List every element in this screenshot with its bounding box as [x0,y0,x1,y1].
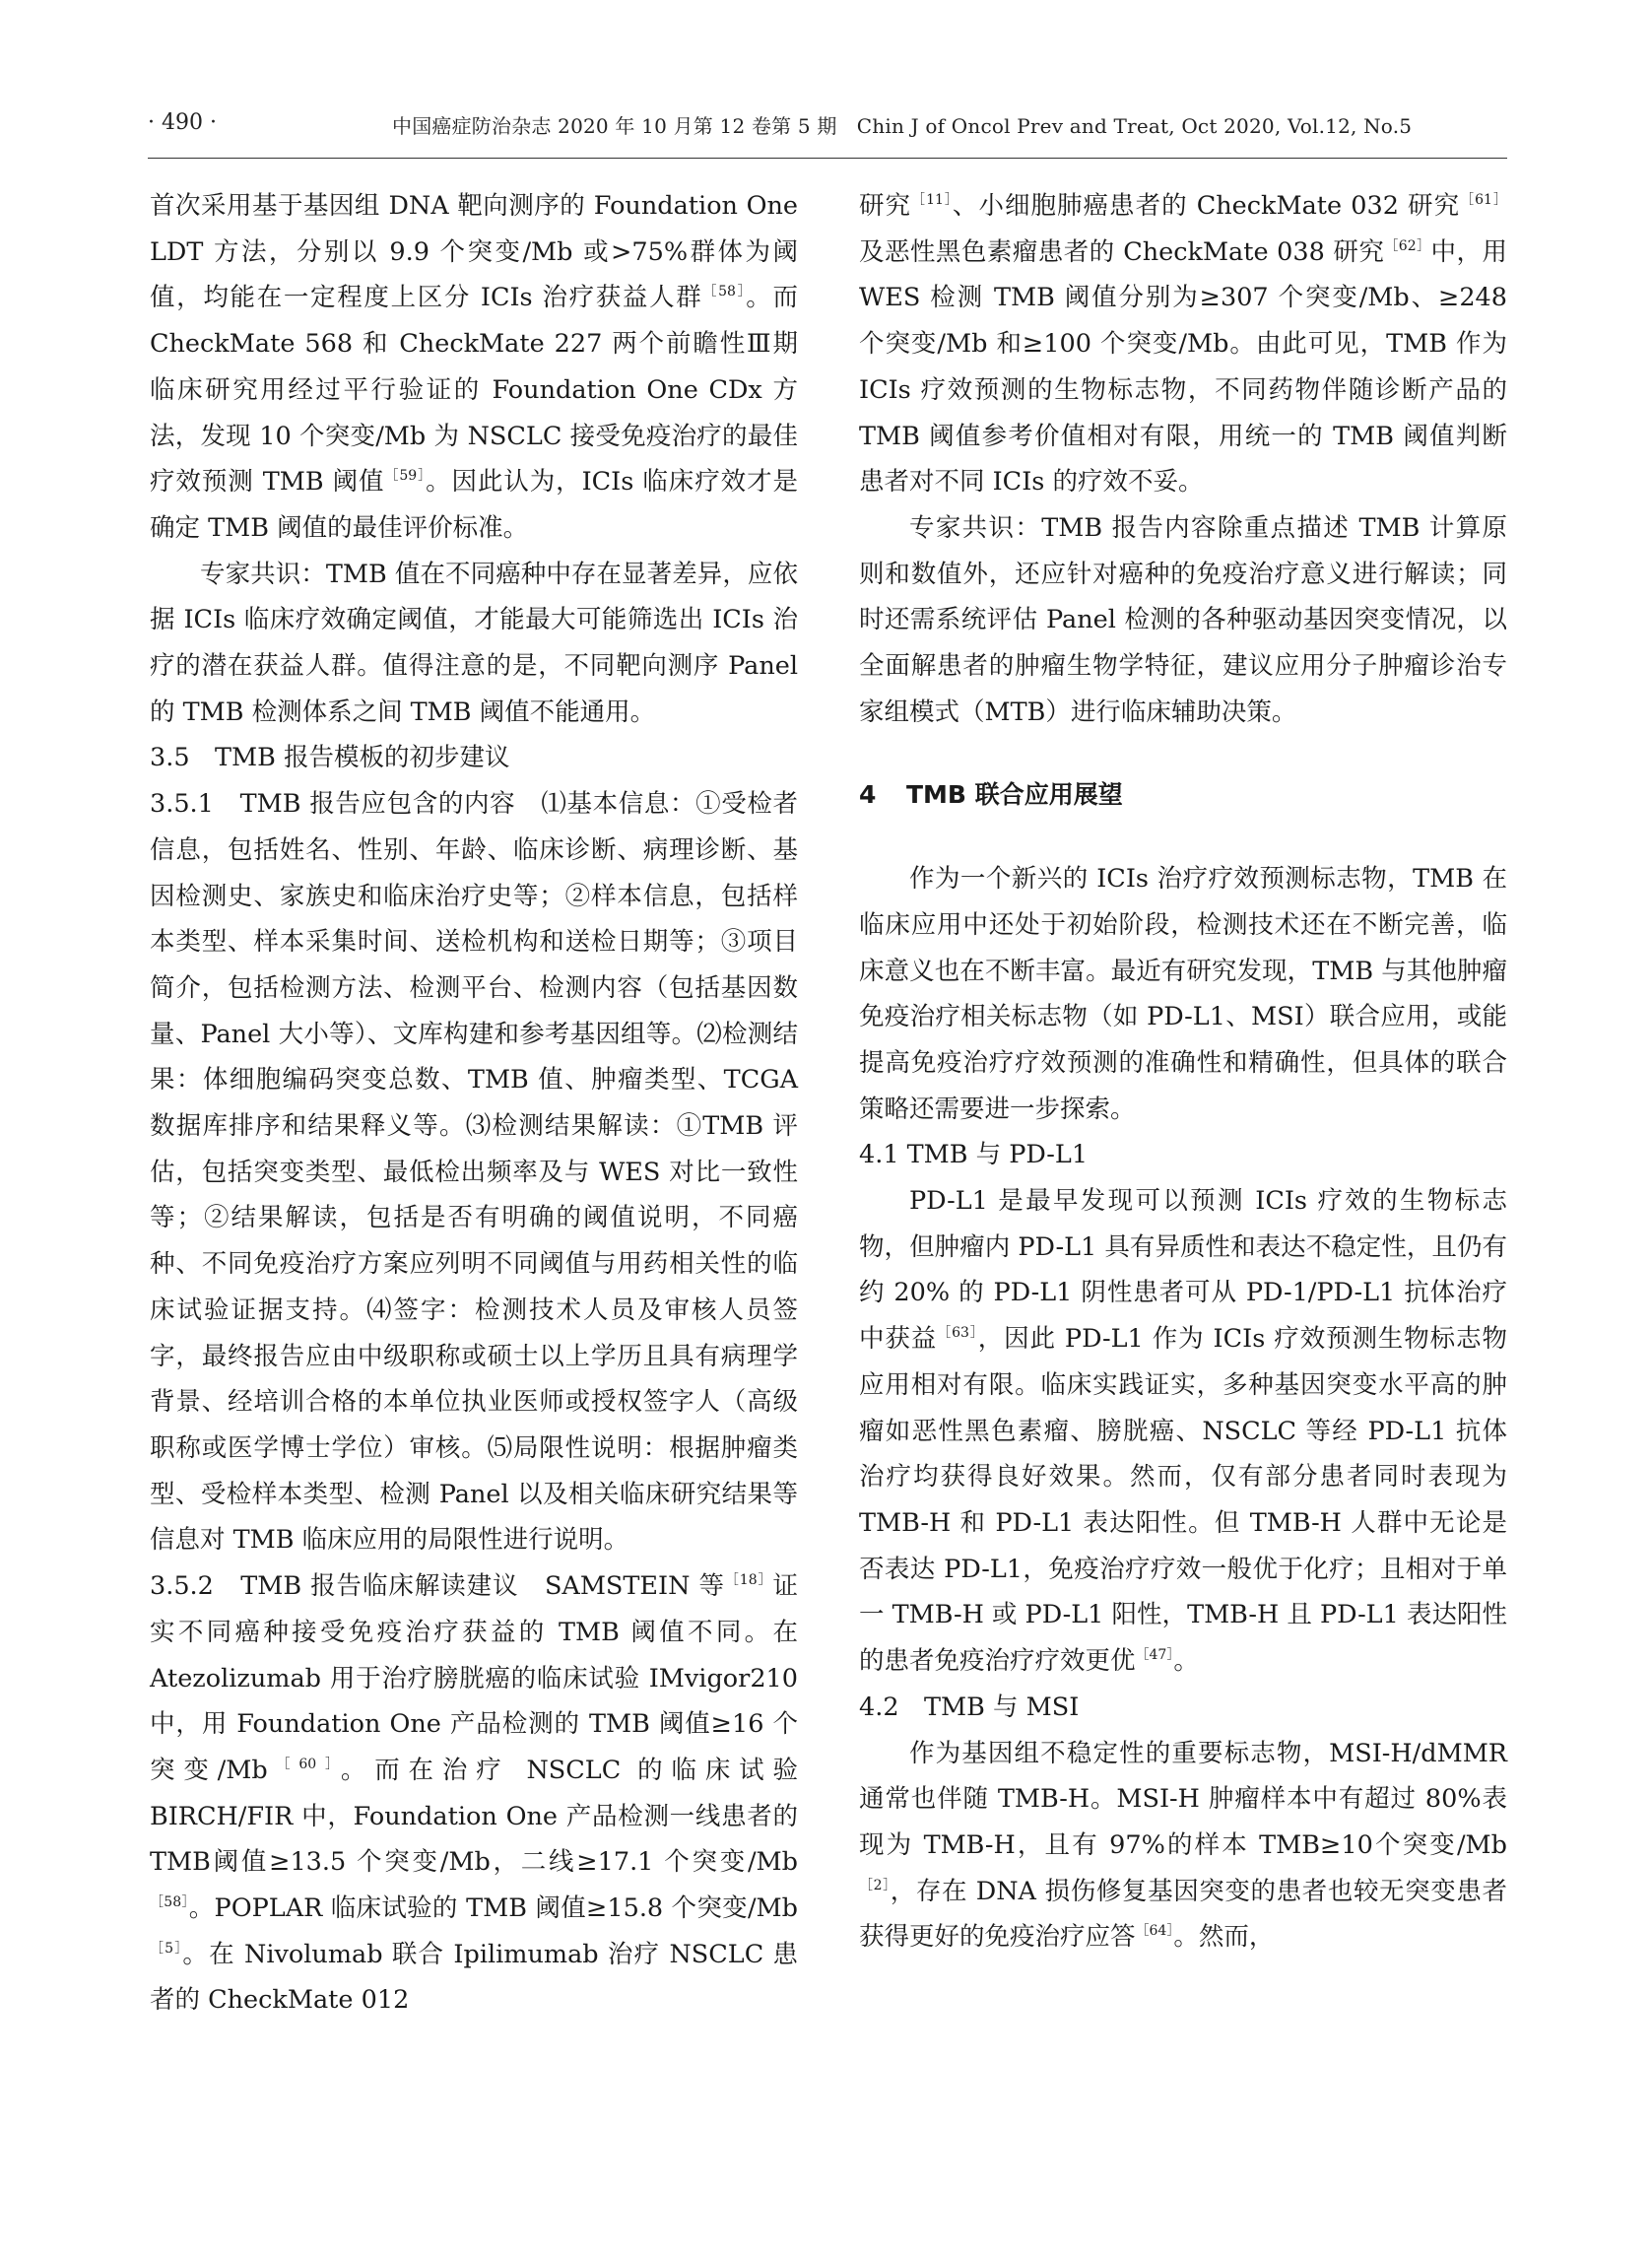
citation[interactable]: ［18］ [724,1572,773,1589]
header-rule [148,158,1507,159]
citation[interactable]: ［60］ [267,1756,341,1772]
paragraph-3-5-2: 3.5.2 TMB 报告临床解读建议 SAMSTEIN 等$^{[18]}$证实不同癌种接受免疫治疗获益的 TMB 阈值不同。在 Atezolizumab 用于治疗膀胱癌的临床试验 IMvigor210 中，用 Foundation One 产品检测的 TMB 阈值≥16 个突变$/Mb^{[60]}$。而在治疗 NSCLC 的临床试验 BIRCH/FIR 中，Foundation One 产品检测一线患者的 TMB阈值≥13.5 个突变/Mb，二线≥17.1 个突变$/Mb^{[58]}$。POPLAR 临床试验的 TMB 阈值≥15.8 个突变$/Mb^{[5]}$。在 Nivolumab 联合 Ipilimumab 治疗 NSCLC 患者的 CheckMate 012 [150,1571,798,2016]
citation[interactable]: ［61］ [1460,192,1507,208]
paragraph: PD-L1 是最早发现可以预测 ICIs 疗效的生物标志物，但肿瘤内 PD-L1 具有异质性和表达不稳定性，且仍有约 20% 的 PD-L1 阴性患者可从 PD-1/PD-L1 抗体治疗中获益$^{[63]}$，因此 PD-L1 作为 ICIs 疗效预测生物标志物应用相对有限。临床实践证实，多种基因突变水平高的肿瘤如恶性黑色素瘤、膀胱癌、NSCLC 等经 PD-L1 抗体治疗均获得良好效果。然而，仅有部分患者同时表现为 TMB-H 和 PD-L1 表达阳性。但 TMB-H 人群中无论是否表达 PD-L1，免疫治疗疗效一般优于化疗；且相对于单一 TMB-H 或 PD-L1 阳性，TMB-H 且 PD-L1 表达阳性的患者免疫治疗疗效更优$^{[47]}$。 [859,1186,1507,1677]
paragraph: 作为一个新兴的 ICIs 治疗疗效预测标志物，TMB 在临床应用中还处于初始阶段，检测技术还在不断完善，临床意义也在不断丰富。最近有研究发现，TMB 与其他肿瘤免疫治疗相关标志物（如 PD-L1、MSI）联合应用，或能提高免疫治疗疗效预测的准确性和精确性，但具体的联合策略还需要进一步探索。 [859,864,1507,1124]
spacer [859,819,1507,856]
citation[interactable]: ［47］ [1135,1647,1174,1664]
left-column [150,183,798,2024]
citation[interactable]: ［58］ [702,284,747,300]
paragraph: 作为基因组不稳定性的重要标志物，MSI-H/dMMR 通常也伴随 TMB-H。MSI-H 肿瘤样本中有超过 80%表现为 TMB-H，且有 97%的样本 TMB≥10个突变$/Mb^{[2]}$，存在 DNA 损伤修复基因突变的患者也较无突变患者获得更好的免疫治疗应答$^{[64]}$。然而， [859,1738,1507,1953]
expert-consensus: 专家共识：TMB 报告内容除重点描述 TMB 计算原则和数值外，还应针对癌种的免疫治疗意义进行解读；同时还需系统评估 Panel 检测的各种驱动基因突变情况，以全面解患者的肿瘤生物学特征，建议应用分子肿瘤诊治专家组模式（MTB）进行临床辅助决策。 [859,512,1507,727]
section-heading-4-1: 4.1 TMB 与 PD-L1 [859,1140,1089,1170]
citation[interactable]: ［64］ [1135,1923,1174,1940]
citation[interactable]: ［11］ [911,192,953,208]
right-column [859,183,1507,1960]
section-heading-4: 4 TMB 联合应用展望 [859,780,1123,810]
page-header [148,110,1507,144]
citation[interactable]: ［2］ [859,1877,891,1893]
running-title: 中国癌症防治杂志 2020 年 10 月第 12 卷第 5 期 Chin J of Oncol Prev and Treat, Oct 2020, Vol.12, No.5 [392,114,1413,138]
section-heading-4-2: 4.2 TMB 与 MSI [859,1692,1080,1722]
paragraph: 研究$^{[11]}$、小细胞肺癌患者的 CheckMate 032 研究$^{[61]}$及恶性黑色素瘤患者的 CheckMate 038 研究$^{[62]}$中，用 WES 检测 TMB 阈值分别为≥307 个突变/Mb、≥248 个突变/Mb 和≥100 个突变/Mb。由此可见，TMB 作为 ICIs 疗效预测的生物标志物，不同药物伴随诊断产品的 TMB 阈值参考价值相对有限，用统一的 TMB 阈值判断患者对不同 ICIs 的疗效不妥。 [859,191,1507,498]
section-heading-3-5: 3.5 TMB 报告模板的初步建议 [150,743,510,773]
citation[interactable]: ［5］ [150,1940,183,1957]
paragraph: 首次采用基于基因组 DNA 靶向测序的 Foundation One LDT 方法，分别以 9.9 个突变/Mb 或>75%群体为阈值，均能在一定程度上区分 ICIs 治疗获益人群$^{[58]}$。而 CheckMate 568 和 CheckMate 227 两个前瞻性Ⅲ期临床研究用经过平行验证的 Foundation One CDx 方法，发现 10 个突变/Mb 为 NSCLC 接受免疫治疗的最佳疗效预测 TMB 阈值$^{[59]}$。因此认为，ICIs 临床疗效才是确定 TMB 阈值的最佳评价标准。 [150,191,798,543]
paragraph-3-5-1: 3.5.1 TMB 报告应包含的内容 ⑴基本信息：①受检者信息，包括姓名、性别、年龄、临床诊断、病理诊断、基因检测史、家族史和临床治疗史等；②样本信息，包括样本类型、样本采集时间、送检机构和送检日期等；③项目简介，包括检测方法、检测平台、检测内容（包括基因数量、Panel 大小等）、文库构建和参考基因组等。⑵检测结果：体细胞编码突变总数、TMB 值、肿瘤类型、TCGA 数据库排序和结果释义等。⑶检测结果解读：①TMB 评估，包括突变类型、最低检出频率及与 WES 对比一致性等；②结果解读，包括是否有明确的阈值说明，不同癌种、不同免疫治疗方案应列明不同阈值与用药相关性的临床试验证据支持。⑷签字：检测技术人员及审核人员签字，最终报告应由中级职称或硕士以上学历且具有病理学背景、经培训合格的本单位执业医师或授权签字人（高级职称或医学博士学位）审核。⑸局限性说明：根据肿瘤类型、受检样本类型、检测 Panel 以及相关临床研究结果等信息对 TMB 临床应用的局限性进行说明。 [150,789,798,1556]
citation[interactable]: ［59］ [384,468,427,485]
expert-consensus: 专家共识：TMB 值在不同癌种中存在显著差异，应依据 ICIs 临床疗效确定阈值，才能最大可能筛选出 ICIs 治疗的潜在获益人群。值得注意的是，不同靶向测序 Panel 的 TMB 检测体系之间 TMB 阈值不能通用。 [150,559,798,727]
page-number: · 490 · [148,110,217,135]
citation[interactable]: ［58］ [150,1894,189,1911]
citation[interactable]: ［62］ [1384,237,1431,254]
spacer [859,735,1507,772]
citation[interactable]: ［63］ [937,1325,978,1342]
